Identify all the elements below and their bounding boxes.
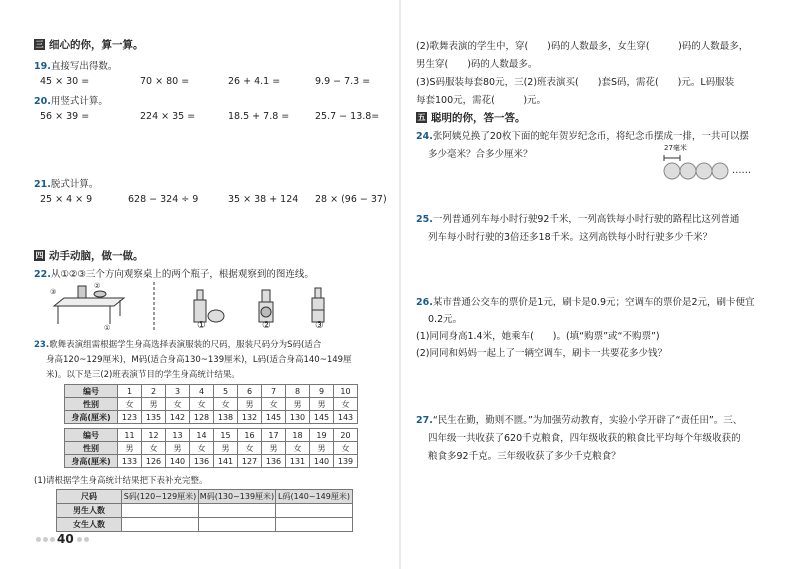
table-cell: 女: [190, 398, 214, 411]
table-cell: 133: [118, 455, 142, 468]
question-text-line: “民生在勤，勤则不匮。”为加强劳动教育，实验小学开辟了“责任田”。三、: [432, 415, 743, 426]
table-header: 性别: [65, 398, 118, 411]
table-header: 性别: [65, 442, 118, 455]
table-cell: 1: [118, 385, 142, 398]
answer-cell[interactable]: [122, 518, 199, 532]
table-cell: 男: [310, 442, 334, 455]
math-item: 35 × 38 + 124: [228, 194, 299, 205]
math-item: 628 − 324 ÷ 9: [128, 194, 199, 205]
table-cell: 男: [214, 442, 238, 455]
table-row: [65, 429, 358, 442]
table-cell: 女: [334, 398, 358, 411]
math-item: 25 × 4 × 9: [40, 194, 93, 205]
table-cell: 140: [166, 455, 190, 468]
question-text-line: 某市普通公交车的票价是1元，刷卡是0.9元；空调车的票价是2元，刷卡便宜: [432, 297, 755, 308]
table-cell: 18: [286, 429, 310, 442]
question-21: [34, 176, 98, 190]
q23-sub3-line: 每套100元，需花( )元。: [416, 95, 547, 106]
decor-dot: [84, 537, 89, 542]
answer-cell[interactable]: [199, 518, 276, 532]
coin-figure: [662, 143, 792, 183]
decor-dot: [77, 537, 82, 542]
table-cell: 男: [286, 398, 310, 411]
table-cell: 20: [334, 429, 358, 442]
math-item: 25.7 − 13.8=: [315, 111, 380, 122]
table-cell: 138: [214, 411, 238, 424]
page-number: 40: [57, 532, 74, 546]
table-cell: 141: [214, 455, 238, 468]
view-label: ②: [262, 320, 271, 331]
question-text-line: 张阿姨兑换了20枚下面的蛇年贺岁纪念币，将纪念币摆成一排，一共可以摆: [432, 131, 749, 142]
table-cell: 11: [118, 429, 142, 442]
table-bottles-figure: [44, 280, 374, 332]
table-cell: 15: [214, 429, 238, 442]
section-calculate-header: [34, 37, 144, 52]
table-cell: 13: [166, 429, 190, 442]
section-title: 聪明的你，答一答。: [431, 112, 526, 124]
table-cell: 140: [310, 455, 334, 468]
svg-text:①: ①: [104, 324, 111, 332]
question-27: [416, 412, 742, 426]
section-badge: 五: [417, 113, 426, 122]
math-item: 18.5 + 7.8 =: [228, 111, 290, 122]
table-cell: 7: [262, 385, 286, 398]
table-cell: 136: [262, 455, 286, 468]
svg-text:③: ③: [50, 288, 57, 296]
question-text: 直接写出得数。: [50, 61, 118, 72]
question-text-line: 一列普通列车每小时行驶92千米，一列高铁每小时行驶的路程比这列普通: [432, 214, 740, 225]
q23-sub2-line: (2)歌舞表演的学生中，穿( )码的人数最多，女生穿( )码的人数最多，: [416, 41, 749, 52]
answer-cell[interactable]: [276, 504, 353, 518]
table-cell: 6: [238, 385, 262, 398]
section-badge: 四: [35, 251, 44, 260]
math-item: 70 × 80 =: [140, 76, 190, 87]
table-header: M码(130~139厘米): [199, 490, 276, 504]
question-number: 22.: [34, 269, 51, 280]
table-cell: 131: [286, 455, 310, 468]
table-header: 尺码: [57, 490, 122, 504]
question-text-line: 粮食多92千克。三年级收获了多少千克粮食？: [428, 451, 621, 462]
table-row: [65, 411, 358, 424]
question-number: 21.: [34, 179, 51, 190]
question-20: [34, 93, 108, 107]
section-title: 动手动脑，做一做。: [49, 250, 144, 262]
table-cell: 14: [190, 429, 214, 442]
question-number: 23.: [34, 340, 50, 350]
question-text: 用竖式计算。: [50, 96, 108, 107]
table-cell: 女: [166, 398, 190, 411]
table-row: [57, 504, 353, 518]
table-cell: 8: [286, 385, 310, 398]
table-cell: 127: [238, 455, 262, 468]
height-table-1: [64, 384, 358, 424]
table-cell: 19: [310, 429, 334, 442]
q22-figures: [44, 280, 374, 332]
table-header: 身高(厘米): [65, 455, 118, 468]
q23-sub1: (1)请根据学生身高统计结果把下表补充完整。: [34, 476, 208, 486]
table-row: [57, 518, 353, 532]
q26-sub1: (1)同同身高1.4米，她乘车( )。(填“购票”或“不购票”): [416, 331, 660, 342]
table-row: [65, 455, 358, 468]
question-number: 19.: [34, 61, 51, 72]
table-cell: 10: [334, 385, 358, 398]
svg-text:②: ②: [94, 282, 101, 290]
math-item: 56 × 39 =: [40, 111, 90, 122]
table-cell: 男: [262, 442, 286, 455]
table-cell: 145: [262, 411, 286, 424]
decor-dot: [43, 537, 48, 542]
q26-sub2: (2)同同和妈妈一起上了一辆空调车，刷卡一共要花多少钱？: [416, 348, 667, 359]
table-cell: 女: [190, 442, 214, 455]
table-cell: 2: [142, 385, 166, 398]
table-cell: 139: [334, 455, 358, 468]
question-text-line: 米)。以下是三(2)班表演节目的学生身高统计结果。: [46, 370, 240, 380]
table-row: [57, 490, 353, 504]
table-cell: 男: [310, 398, 334, 411]
section-answer-header: [416, 110, 526, 125]
table-cell: 126: [142, 455, 166, 468]
q23-sub2-line: 男生穿( )码的人数最多。: [416, 59, 538, 70]
question-text-line: 四年级一共收获了620千克粮食，四年级收获的粮食比平均每个年级收获的: [428, 433, 741, 444]
answer-cell[interactable]: [199, 504, 276, 518]
math-item: 45 × 30 =: [40, 76, 90, 87]
view-label: ①: [197, 320, 206, 331]
answer-cell[interactable]: [276, 518, 353, 532]
math-item: 9.9 − 7.3 =: [315, 76, 371, 87]
math-item: 224 × 35 =: [140, 111, 196, 122]
question-23: [34, 338, 321, 350]
question-number: 27.: [416, 415, 433, 426]
table-cell: 4: [190, 385, 214, 398]
question-text-line: 0.2元。: [428, 314, 463, 325]
section-title: 细心的你，算一算。: [49, 39, 144, 51]
table-cell: 女: [238, 442, 262, 455]
table-row: [65, 385, 358, 398]
decor-dot: [50, 537, 55, 542]
table-cell: 男: [142, 398, 166, 411]
table-cell: 女: [334, 442, 358, 455]
table-cell: 132: [238, 411, 262, 424]
table-cell: 142: [166, 411, 190, 424]
table-cell: 男: [118, 442, 142, 455]
table-cell: 17: [262, 429, 286, 442]
question-number: 20.: [34, 96, 51, 107]
question-text: 脱式计算。: [50, 179, 99, 190]
table-header: 男生人数: [57, 504, 122, 518]
table-cell: 5: [214, 385, 238, 398]
question-number: 26.: [416, 297, 433, 308]
table-cell: 女: [118, 398, 142, 411]
table-header: 身高(厘米): [65, 411, 118, 424]
table-header: 编号: [65, 385, 118, 398]
table-header: 女生人数: [57, 518, 122, 532]
question-text-line: 歌舞表演组需根据学生身高选择表演服装的尺码，服装尺码分为S码(适合: [49, 340, 322, 350]
question-24: [416, 128, 749, 142]
right-page: [400, 0, 800, 569]
table-cell: 145: [310, 411, 334, 424]
question-text-line: 多少毫米？合多少厘米？: [428, 149, 533, 160]
table-header: S码(120~129厘米): [122, 490, 199, 504]
math-item: 28 × (96 − 37): [315, 194, 387, 205]
question-text-line: 身高120~129厘米)，M码(适合身高130~139厘米)，L码(适合身高140~149厘: [46, 355, 352, 365]
question-text: 从①②③三个方向观察桌上的两个瓶子，根据观察到的图连线。: [50, 269, 314, 280]
table-cell: 143: [334, 411, 358, 424]
view-label: ③: [315, 320, 324, 331]
table-cell: 男: [166, 442, 190, 455]
ellipsis: ……: [732, 165, 751, 176]
decor-dot: [36, 537, 41, 542]
table-header: L码(140~149厘米): [276, 490, 353, 504]
table-cell: 9: [310, 385, 334, 398]
question-number: 24.: [416, 131, 433, 142]
table-cell: 女: [214, 398, 238, 411]
table-cell: 123: [118, 411, 142, 424]
question-26: [416, 294, 755, 308]
table-cell: 135: [142, 411, 166, 424]
section-badge: 三: [35, 40, 44, 49]
table-row: [65, 442, 358, 455]
table-cell: 男: [238, 398, 262, 411]
question-text-line: 列车每小时行驶的3倍还多18千米。这列高铁每小时行驶多少千米？: [428, 232, 713, 243]
table-cell: 女: [142, 442, 166, 455]
page-footer: [36, 532, 91, 546]
table-row: [65, 398, 358, 411]
table-header: 编号: [65, 429, 118, 442]
table-cell: 16: [238, 429, 262, 442]
answer-cell[interactable]: [122, 504, 199, 518]
question-number: 25.: [416, 214, 433, 225]
table-cell: 12: [142, 429, 166, 442]
table-cell: 女: [286, 442, 310, 455]
table-cell: 3: [166, 385, 190, 398]
height-table-2: [64, 428, 358, 468]
q23-sub3-line: (3)S码服装每套80元，三(2)班表演买( )套S码，需花( )元。L码服装: [416, 77, 735, 88]
table-cell: 女: [262, 398, 286, 411]
question-19: [34, 58, 117, 72]
question-22: [34, 266, 314, 280]
table-cell: 128: [190, 411, 214, 424]
coin-label: 27毫米: [664, 144, 687, 152]
math-item: 26 + 4.1 =: [228, 76, 281, 87]
table-cell: 130: [286, 411, 310, 424]
question-25: [416, 211, 739, 225]
table-cell: 136: [190, 455, 214, 468]
size-count-table: [56, 489, 353, 532]
section-handson-header: [34, 248, 144, 263]
